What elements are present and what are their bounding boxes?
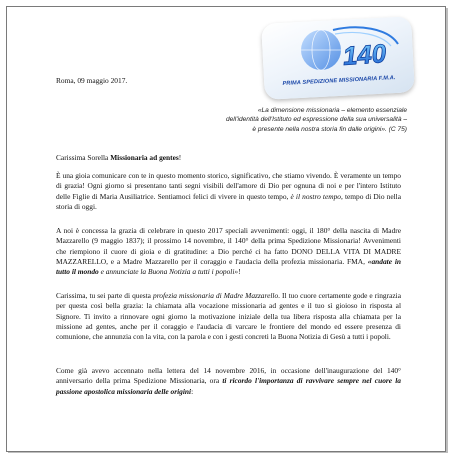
p4-bold-italic: ti ricordo l'importanza di ravvivare sempre nel cuore la passione apostolica missionaria delle origini [56, 376, 401, 396]
logo-subtitle: PRIMA SPEDIZIONE MISSIONARIA F.M.A. [282, 75, 396, 87]
p3-text-end: . Il tuo cuore certamente gode e ringrazia per questa così bella grazia: la chiamata alla vocazione missionaria ad gentes e il tuo sì gioioso in risposta al Signore. Ti invito a rinnovare ogni giorno la motivazione iniziale della tua libera risposta alla chiamata per la missione ad gentes, anche per il coraggio e l'audacia di varcare le frontiere del mondo ed essere presenza di comunione, che annunzia con la vita, con la parola e con i gesti concreti la Buona Notizia di Gesù a tutti i popoli. [56, 291, 401, 342]
salutation-end: ! [178, 153, 182, 162]
p2-bold-italic: «andate in tutto il mondo [56, 256, 401, 277]
quote-line: «La dimensione missionaria – elemento essenziale [257, 107, 407, 114]
p4-text-end: : [191, 386, 194, 396]
p1-text-end: , tempo di Dio nella storia di oggi. [56, 191, 402, 211]
p1-text: È una gioia comunicare con te in questo momento storico, significativo, che stiamo vivendo. È veramente un tempo di grazia! Ogni giorno si presentano tanti segni visibili dell'amore di Dio per ognuna di noi e per l'intero Istituto delle Figlie di Maria Ausiliatrice. Sentiamoci felici di vivere in questo tempo, [56, 171, 401, 201]
epigraph-quote [160, 106, 407, 134]
p3-text: Carissima, tu sei parte di questa [56, 291, 153, 300]
salutation-bold: Missionaria ad gentes [110, 153, 179, 162]
quote-line: dell'identità dell'Istituto ed espressione della sua universalità – [225, 116, 407, 124]
paragraph-3 [56, 291, 401, 342]
salutation-text: Carissima Sorella [56, 153, 111, 162]
paragraph-4 [56, 366, 401, 397]
p3-italic: profezia missionaria di Madre Mazzarello [153, 291, 279, 300]
p4-text: Come già avevo accennato nella lettera del 14 novembre 2016, in occasione dell'inaugurazione del 140° anniversario della prima Spedizione Missionaria, ora [56, 366, 401, 386]
p2-italic: e annunciate la Buona Notizia a tutti i popoli» [98, 267, 239, 277]
salutation [56, 153, 401, 163]
p2-text: A noi è concessa la grazia di celebrare in questo 2017 speciali avvenimenti: oggi, il 180° della nascita di Madre Mazzarello (9 maggio 1837); il prossimo 14 novembre, il 140° della prima Spedizione Missionaria! Avvenimenti che riempiono il cuore di gioia e di gratitudine: a Dio perché ci ha fatto DONO DELLA VITA DI MADRE MAZZARELLO, e a Madre Mazzarello per il coraggio e l'audacia della profezia missionaria. FMA, [56, 226, 401, 266]
p1-italic: è il nostro tempo [290, 191, 341, 201]
logo-number: 140 [341, 38, 388, 72]
quote-line: è presente nella nostra storia fin dalle origini». (C 75) [252, 125, 407, 133]
letter-date: Roma, 09 maggio 2017. [56, 76, 128, 85]
paragraph-2 [56, 226, 401, 277]
paragraph-1 [56, 171, 401, 212]
p2-text-end: ! [238, 267, 241, 277]
